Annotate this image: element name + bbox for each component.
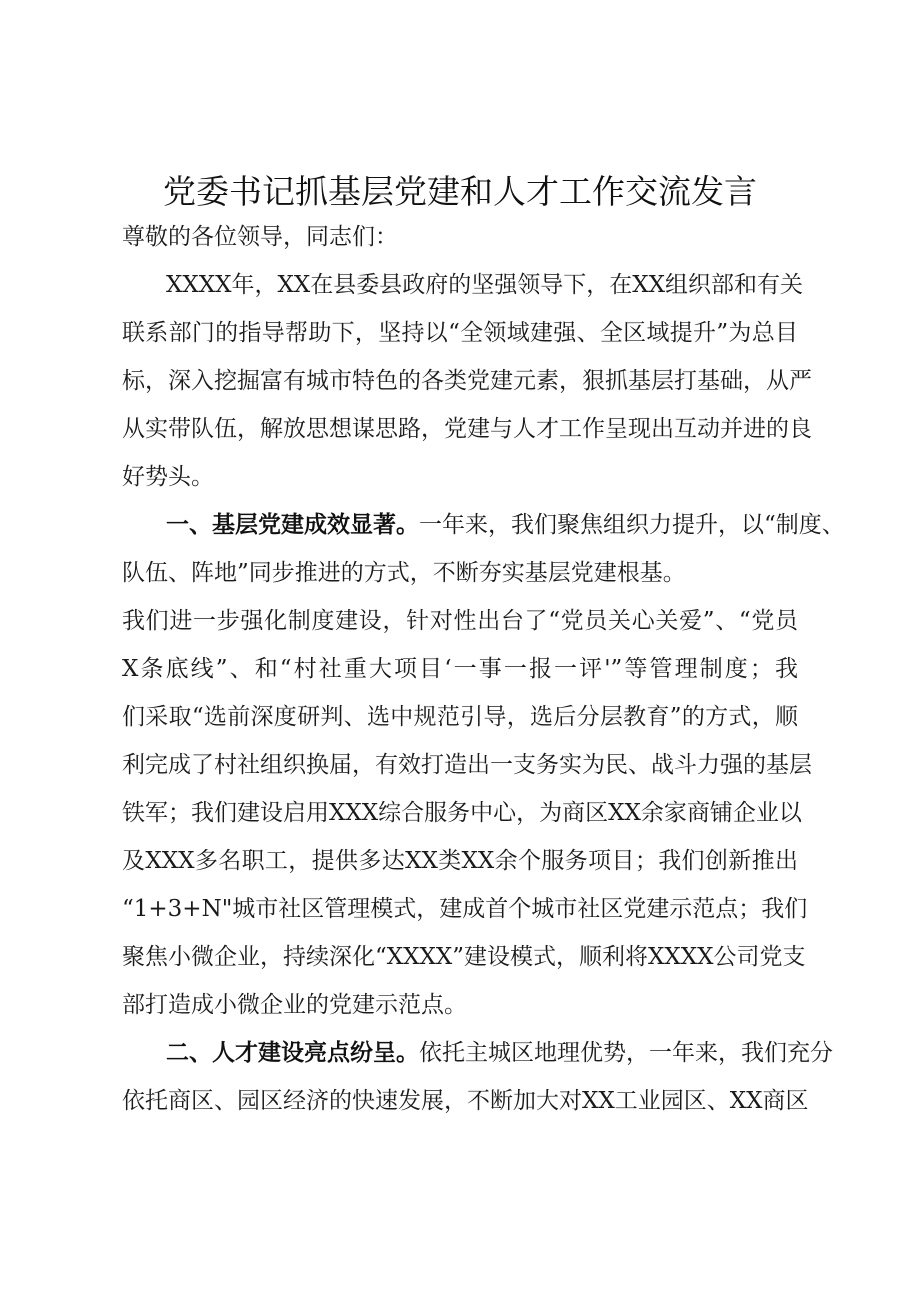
- paragraph-line: 们采取“选前深度研判、选中规范引导，选后分层教育”的方式，顺: [122, 704, 798, 730]
- section-1-first-line: [166, 510, 845, 540]
- paragraph-line: 及XXX多名职工，提供多达XX类XX余个服务项目；我们创新推出: [122, 848, 798, 874]
- paragraph-line: 联系部门的指导帮助下，坚持以“全领域建强、全区域提升”为总目: [122, 320, 798, 346]
- paragraph-line: “1+3+N"城市社区管理模式，建成首个城市社区党建示范点；我们: [122, 896, 808, 922]
- paragraph-line: 从实带队伍，解放思想谋思路，党建与人才工作呈现出互动并进的良: [122, 416, 812, 442]
- section-2-first-line: [166, 1038, 833, 1068]
- paragraph-line: 利完成了村社组织换届，有效打造出一支务实为民、战斗力强的基层: [122, 752, 812, 778]
- paragraph-line: 队伍、阵地”同步推进的方式，不断夯实基层党建根基。: [122, 560, 686, 586]
- paragraph-line: 标，深入挖掘富有城市特色的各类党建元素，狠抓基层打基础，从严: [122, 368, 812, 394]
- paragraph-line: XXXX年，XX在县委县政府的坚强领导下，在XX组织部和有关: [166, 272, 803, 298]
- paragraph-line: X条底线”、和“村社重大项目‘一事一报一评'”等管理制度；我: [122, 656, 798, 682]
- section-1-heading: 一、基层党建成效显著。: [166, 512, 419, 538]
- salutation: 尊敬的各位领导，同志们：: [122, 224, 398, 250]
- paragraph-line: 聚焦小微企业，持续深化“XXXX”建设模式，顺利将XXXX公司党支: [122, 944, 806, 970]
- paragraph-line: 铁军；我们建设启用XXX综合服务中心，为商区XX余家商铺企业以: [122, 800, 802, 826]
- paragraph-line: 依托商区、园区经济的快速发展，不断加大对XX工业园区、XX商区: [122, 1088, 809, 1114]
- paragraph-line: 我们进一步强化制度建设，针对性出台了“党员关心关爱”、“党员: [122, 608, 798, 634]
- document-title: 党委书记抓基层党建和人才工作交流发言: [163, 172, 757, 211]
- section-2-heading: 二、人才建设亮点纷呈。: [166, 1040, 419, 1066]
- paragraph-line: 部打造成小微企业的党建示范点。: [122, 992, 467, 1018]
- section-1-text: 一年来，我们聚焦组织力提升，以“制度、: [419, 512, 845, 538]
- section-2-text: 依托主城区地理优势，一年来，我们充分: [419, 1040, 833, 1066]
- paragraph-line: 好势头。: [122, 464, 214, 490]
